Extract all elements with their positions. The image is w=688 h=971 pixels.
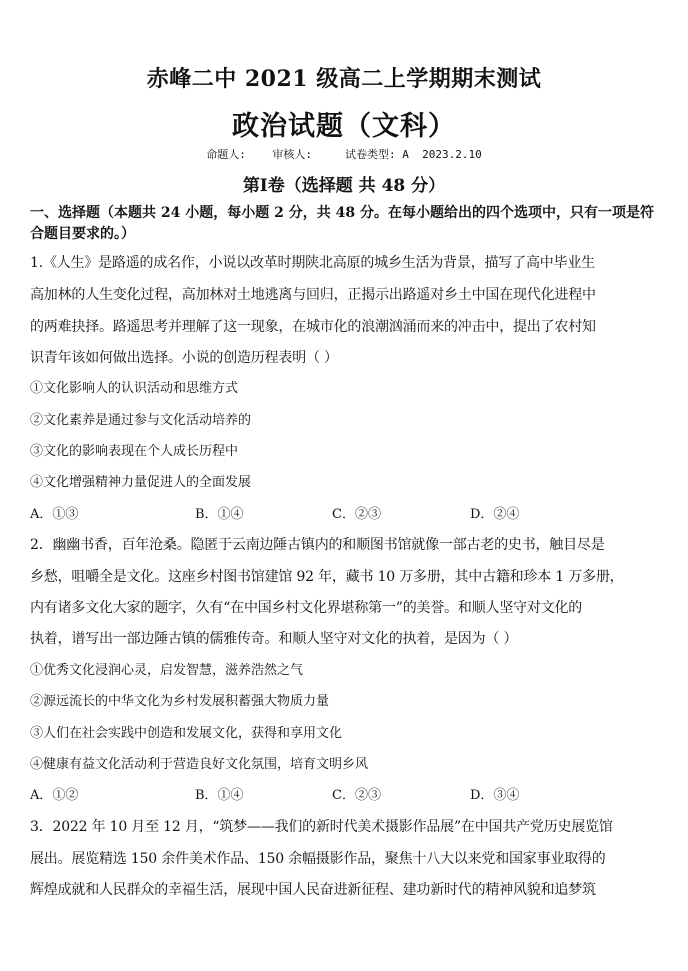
q2-line-1: 2．幽幽书香，百年沧桑。隐匿于云南边陲古镇内的和顺图书馆就像一部古老的史书，触目尽是: [30, 537, 605, 553]
q2-option-4: ④健康有益文化活动利于营造良好文化氛围，培育文明乡风: [30, 757, 369, 772]
section-instruction: 一、选择题（本题共 24 小题，每小题 2 分，共 48 分。在每小题给出的四个选项中，只有一项是符合题目要求的。）: [30, 205, 654, 242]
q1-choice-c: C．②③: [332, 507, 381, 522]
q1-line-4: 识青年该如何做出选择。小说的创造历程表明（ ）: [30, 350, 338, 366]
q2-option-2: ②源远流长的中华文化为乡村发展积蓄强大物质力量: [30, 694, 330, 709]
q3-line-3: 辉煌成就和人民群众的幸福生活，展现中国人民奋进新征程、建功新时代的精神风貌和追梦筑: [30, 882, 596, 898]
q1-line-3: 的两难抉择。路遥思考并理解了这一现象，在城市化的浪潮汹涌而来的冲击中，提出了农村知: [30, 319, 596, 335]
exam-title: 赤峰二中 2021 级高二上学期期末测试: [146, 66, 542, 92]
q1-line-2: 高加林的人生变化过程，高加林对土地逃离与回归，正揭示出路遥对乡土中国在现代化进程中: [30, 287, 596, 303]
q1-option-1: ①文化影响人的认识活动和思维方式: [30, 381, 239, 396]
q2-choice-c: C．②③: [332, 788, 381, 803]
q1-choice-d: D．②④: [470, 507, 520, 522]
q2-choice-d: D．③④: [470, 788, 520, 803]
q2-line-4: 执着，谱写出一部边陲古镇的儒雅传奇。和顺人坚守对文化的执着，是因为（ ）: [30, 631, 518, 647]
q1-option-4: ④文化增强精神力量促进人的全面发展: [30, 475, 252, 490]
exam-meta: 命题人: 审核人: 试卷类型: A 2023.2.10: [206, 148, 482, 161]
q1-option-3: ③文化的影响表现在个人成长历程中: [30, 444, 239, 459]
q2-line-3: 内有诸多文化大家的题字，久有“在中国乡村文化界堪称第一”的美誉。和顺人坚守对文化的: [30, 600, 583, 616]
q3-line-1: 3．2022 年 10 月至 12 月，“筑梦——我们的新时代美术摄影作品展”在中国共产党历史展览馆: [30, 819, 613, 835]
q1-choice-b: B．①④: [195, 507, 244, 522]
volume-heading: 第Ⅰ卷（选择题 共 48 分）: [242, 176, 446, 196]
q2-choice-b: B．①④: [195, 788, 244, 803]
q3-line-2: 展出。展览精选 150 余件美术作品、150 余幅摄影作品，聚焦十八大以来党和国家事业取得的: [30, 851, 606, 867]
q2-choice-a: A．①②: [30, 788, 79, 803]
exam-subtitle: 政治试题（文科）: [232, 111, 456, 142]
q1-line-1: 1.《人生》是路遥的成名作，小说以改革时期陕北高原的城乡生活为背景，描写了高中毕业生: [30, 255, 595, 271]
q1-choice-a: A．①③: [30, 507, 79, 522]
q1-option-2: ②文化素养是通过参与文化活动培养的: [30, 413, 252, 428]
q2-option-1: ①优秀文化浸润心灵，启发智慧，滋养浩然之气: [30, 663, 304, 678]
q2-line-2: 乡愁，咀嚼全是文化。这座乡村图书馆建馆 92 年，藏书 10 万多册，其中古籍和珍本 1 万多册，: [30, 569, 624, 585]
q2-option-3: ③人们在社会实践中创造和发展文化，获得和享用文化: [30, 726, 343, 741]
